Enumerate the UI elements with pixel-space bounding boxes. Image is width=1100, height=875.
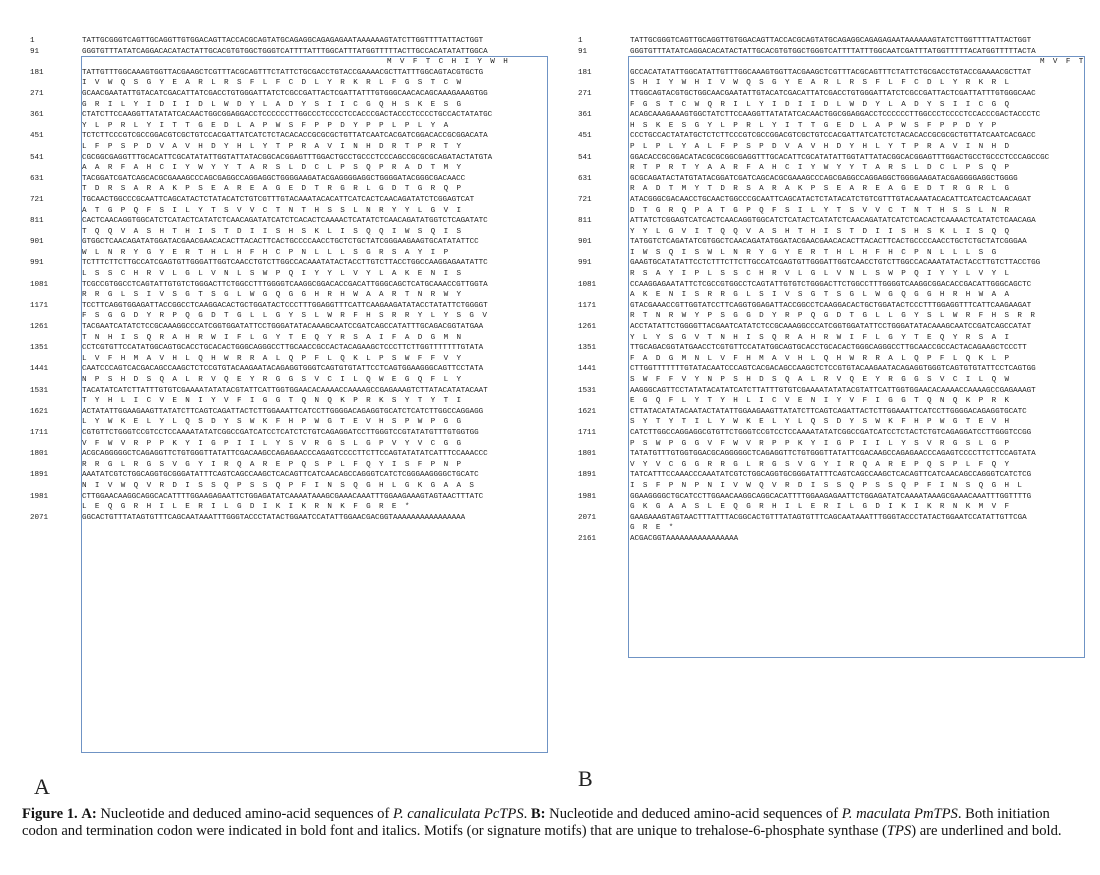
row-indent [30,333,82,344]
nucleotide-row [578,195,1088,206]
nucleotide-sequence: GGGTGTTTATATCAGGACACATACTATTGCACGTGTGGCTGGGTCATTTTATTTGGCAATCGATTTATGGTTTTTACATGGTTTTTACTA [630,47,1036,56]
amino-acid-sequence: R A D T M Y T D R S A R A K P S E A R E A G E D T R G R L G [630,185,1011,194]
position-number: 1981 [578,492,597,501]
nucleotide-row [30,110,550,121]
position-number: 1081 [30,280,49,289]
nucleotide-sequence: CATCTTGGCCAGGAGGCGTGTTCTGGGTCCGTCCTCCAAAATATATCGGCCGATCATCCTCTACTCTGTCAGAGGATCCTTGGGTCCGG [630,428,1032,437]
nucleotide-row [30,68,550,79]
amino-acid-row [30,460,550,471]
position-number: 1171 [578,301,597,310]
position-number: 451 [30,132,44,141]
nucleotide-row [578,89,1088,100]
sequence-listing-a [30,36,550,523]
nucleotide-sequence: CTATCTTCCAAGGTTATATATCACAACTGGCGGAGGACCTCCCCCCTTGGCCCTCCCCTCCACCCGACTACCCTCCCCTGCCACTATATGC [82,111,493,120]
position-number: 1621 [578,407,597,416]
amino-acid-row [578,206,1088,217]
row-indent [30,290,82,301]
position-number: 541 [578,153,592,162]
nucleotide-sequence: TATTGTTTGGCAAAGTGGTTACGAAGCTCGTTTACGCAGTTTCTATTCTGCGACCTGTACCGAAAACGCTTATTTGGCAGTACGTGCTG [82,68,484,77]
nucleotide-row [30,322,550,333]
nucleotide-sequence: TATATGTTTGTGGTGGACGCAGGGGGCTCAGAGGTTCTGTGGGTTATATTCGACAAGCCAGAGAACCCAGAGTCCCCTTCTTCCAGTATA [630,450,1036,459]
nucleotide-row [30,195,550,206]
amino-acid-sequence: A K E N I S R R G L S I V S G T S G L W G Q G G H R H W A A [630,291,1011,300]
amino-acid-row [578,142,1088,153]
panel-label-b: B [578,766,593,791]
nucleotide-row [30,216,550,227]
nucleotide-row [30,364,550,375]
amino-acid-sequence: T Q Q V A S H T H I S T D I I S H S K L I S Q Q I W S Q I S [82,227,463,236]
amino-acid-sequence: R R G L R G S V G Y I R Q A R E P Q S P L F Q Y I S F P N P [82,460,463,469]
row-indent [578,354,630,365]
amino-acid-row [30,206,550,217]
position-number: 271 [578,89,592,98]
nucleotide-sequence: GGACACCGCGGACATACGCGCGGCGAGGTTTGCACATTCGCATATATTGGTATTATACGGCACGGAGTTTGGACTGCCTGCCCTCCCAGCCGC [630,153,1050,162]
nucleotide-row [30,174,550,185]
figure-caption: Figure 1. A: Nucleotide and deduced amino-acid sequences of P. canaliculata PcTPS. B: Nucleotide and deduced amino-acid sequences of P. maculata PmTPS. Both initiation codon and termination codon were indicated in bold font and italics. Motifs (or signature motifs) that are unique to trehalose-6-phosphate synthase (TPS) are underlined and bold. [22,806,1062,839]
amino-acid-row [30,121,550,132]
nucleotide-sequence: TCTTTCTTCTTGCCATCGAGTGTTGGGATTGGTCAACCTGTCTTGGCCACAAATATACTACCTTGTCTTACCTGGCCAAGGAGAATATTC [82,259,488,268]
position-number: 91 [578,47,588,56]
position-number: 631 [30,174,44,183]
amino-acid-sequence: R S A Y I P L S S C H R V L G L V N L S W P Q I Y Y L V Y L [630,270,1011,279]
position-number: 1801 [578,450,597,459]
nucleotide-row [578,322,1088,333]
amino-acid-row [578,121,1088,132]
amino-acid-row [578,375,1088,386]
nucleotide-row [578,407,1088,418]
position-number: 361 [578,111,592,120]
nucleotide-row [30,153,550,164]
amino-acid-row [30,100,550,111]
position-number: 1 [578,37,583,45]
nucleotide-sequence: GTACGAAACCGTTGGTATCCTTCAGGTGGAGATTACCGGCCTCAAGGACACTGCTGGATACTCCCTTTGGAGGTTTCATTCAAGAAGAT [630,301,1032,310]
row-indent [30,311,82,322]
caption-a-text: Nucleotide and deduced amino-acid sequences of [100,806,390,822]
nucleotide-row [578,280,1088,291]
nucleotide-row [578,534,1088,545]
row-indent [578,333,630,344]
row-indent [30,460,82,471]
row-indent [30,396,82,407]
caption-b-text: Nucleotide and deduced amino-acid sequences of [549,806,839,822]
caption-a-label: A: [81,806,97,822]
position-number: 361 [30,111,44,120]
nucleotide-sequence: TATTGCGGGTCAGTTGCAGGTTGTGGACAGTTACCACGCAGTATGCAGAGGCAGAGAGAATAAAAAAGTATCTTGGTTTTATTACTGGT [630,37,1032,45]
amino-acid-sequence: A A R F A H C I Y W Y Y T A R S L D C L P S Q P R A D T M Y [82,164,463,173]
row-indent [578,417,630,428]
row-indent [30,227,82,238]
nucleotide-sequence: CTTATACATATACAATACTATATTGGAAGAAGTTATATCTTCAGTCAGATTACTCTTGGAAATTCATCCTTGGGGACAGAGGTGCATC [630,407,1027,416]
nucleotide-row [30,237,550,248]
nucleotide-row [578,301,1088,312]
nucleotide-row [30,301,550,312]
amino-acid-row [578,333,1088,344]
nucleotide-row [578,364,1088,375]
nucleotide-sequence: TATGGTCTCAGATATCGTGGCTCAACAGATATGGATACGAACGAACACACTTACACTTCACTGCCCCAACCTGCTCTGCTATCGGGAA [630,238,1027,247]
amino-acid-sequence: F G S T C W Q R I L Y I D I I D L W D Y L A D Y S I I C G Q [630,100,1011,109]
amino-acid-row [30,248,550,259]
nucleotide-sequence: CCAAGGAGAATATTCTCGCCGTGGCCTCAGTATTGTGTCTGGGACTTCTGGCCTTTGGGGTCAAGGCGGACACCGACATTGGGCAGCTC [630,280,1032,289]
nucleotide-row [578,110,1088,121]
position-number: 181 [30,68,44,77]
nucleotide-row [30,280,550,291]
row-indent [578,439,630,450]
row-indent [30,481,82,492]
nucleotide-sequence: GGAAGGGGCTGCATCCTTGGAACAAGGCAGGCACATTTTGGAAGAGAATTCTGGAGATATCAAAATAAAGCGAAACAAATTTGGTTTTG [630,492,1032,501]
nucleotide-row [30,386,550,397]
amino-acid-row [578,439,1088,450]
nucleotide-row [578,237,1088,248]
position-number: 1171 [30,301,49,310]
position-number: 631 [578,174,592,183]
nucleotide-sequence: GAAGTGCATATATTCCTCTTTCTTCTTGCCATCGAGTGTTGGGATTGGTCAACCTGTCTTGGCCACAAATATACTACCTTGTCTTACCTGG [630,259,1041,268]
amino-acid-sequence: L S S C H R V L G L V N L S W P Q I Y Y L V Y L A K E N I S [82,270,463,279]
nucleotide-sequence: TACGGATCGATCAGCACGCGAAAGCCCAGCGAGGCCAGGAGGCTGGGGAAGATACGAGGGGAGGCTGGGGATACGGGCGACAACC [82,174,466,183]
row-indent [578,460,630,471]
amino-acid-sequence: S Y T Y T I L Y W K E L Y L Q S D Y S W K F H P W G T E V H [630,418,1011,427]
nucleotide-sequence: TCTCTTCCCGTCGCCGGACGTCGCTGTCCACGATTATCATCTCTACACACCGCGCGCTGTTATCAATCACGATCGGACACCGCGGACATA [82,132,488,141]
position-number: 2071 [578,513,597,522]
amino-acid-sequence: F S G G D Y R P Q G D T G L L G Y S L W R F H S R R Y L Y S G V [82,312,489,321]
amino-acid-sequence: W L N R Y G Y E R T H L H F H C P N L L L S G R S A Y I P [82,248,451,257]
nucleotide-sequence: GAAGAAAGTAGTAACTTTATTTACGGCACTGTTTATAGTGTTTCAGCAATAAATTTGGGTACCCTATACTGGAATCCATATTGTTCGA [630,513,1027,522]
amino-acid-row [578,269,1088,280]
position-number: 91 [30,47,40,56]
amino-acid-sequence: H S K E S G Y L P R L Y I T T G E D L A P W S F P P D Y P [630,121,999,130]
amino-acid-sequence: I V W Q S G Y E A R L R S F L F C D L Y R K R L F G S T C W [82,79,463,88]
amino-acid-row [30,184,550,195]
nucleotide-sequence: ATACGGGCGACAACCTGCAACTGGCCCGCAATTCAGCATACTCTATACATCTGTCGTTTGTACAAATACACATTCATCACTCAACAGAT [630,195,1032,204]
amino-acid-sequence: I S F P N P N I V W Q V R D I S S Q P S S Q P F I N S Q G H L [630,481,1024,490]
nucleotide-row [578,47,1088,58]
position-number: 181 [578,68,592,77]
position-number: 1621 [30,407,49,416]
nucleotide-sequence: GCCACATATATTGGCATATTGTTTGGCAAAGTGGTTACGAAGCTCGTTTACGCAGTTTCTATTCTGCGACCTGTACCGAAAACGCTTAT [630,68,1032,77]
nucleotide-row [30,343,550,354]
nucleotide-row [30,492,550,503]
row-indent [578,481,630,492]
row-indent [578,184,630,195]
position-number: 901 [30,238,44,247]
nucleotide-row [30,258,550,269]
row-indent [578,206,630,217]
caption-b-label: B: [530,806,546,822]
amino-acid-sequence: F A D G M N L V F H M A V H L Q H W R R A L Q P F L Q K L P [630,354,1011,363]
nucleotide-sequence: CAATCCCAGTCACGACAGCCAAGCTCTCCGTGTACAAGAATACAGAGGTGGGTCAGTGTGTATTCCTCAGTGGAAGGGCAGTTCCTATA [82,365,484,374]
row-indent [578,375,630,386]
amino-acid-sequence: G R E * [630,524,676,533]
amino-acid-sequence: D T G R Q P A T G P Q F S I L Y T S V V C T N T H S S L N R [630,206,1011,215]
position-number: 811 [578,217,592,226]
amino-acid-sequence: A T G P Q F S I L Y T S V V C T N T H S S L N R Y Y L G V I [82,206,463,215]
amino-acid-row [578,354,1088,365]
row-indent [578,163,630,174]
nucleotide-sequence: CCTCGTGTTCCATATGGCAGTGCACCTGCACACTGGGCAGGGCCTTGCAACCGCCACTACAGAAGCTCCCTTCTTGGTTTTTTTGTATA [82,344,484,353]
amino-acid-sequence: S H I Y W H I V W Q S G Y E A R L R S F L F C D L Y R K R L [630,79,1011,88]
nucleotide-sequence: CGTGTTCTGGGTCCGTCCTCCAAAATATATCGGCCGATCATCCTCATCTCTGTCAGAGGATCCTTGGGTCCGTATATGTTTGTGGTGG [82,428,479,437]
position-number: 901 [578,238,592,247]
nucleotide-row [578,216,1088,227]
caption-rest-1: Both initiation codon and termination codon were indicated in bold font and italics. Motifs (or signature motifs) that are unique to trehalose-6-phosphate synthase ( [22,806,1050,839]
nucleotide-sequence: ACCTATATTCTGGGGTTACGAATCATATCTCCGCAAAGGCCCATCGGTGGATATTCCTGGGATATACAAAGCAATCCGATCAGCCATAT [630,323,1032,332]
nucleotide-row [578,428,1088,439]
position-number: 991 [578,259,592,268]
amino-acid-row [578,100,1088,111]
amino-acid-sequence: L Y W K E L Y L Q S D Y S W K F H P W G T E V H S P W P G G [82,418,463,427]
nucleotide-sequence: ACTATATTGGAAGAAGTTATATCTTCAGTCAGATTACTCTTGGAAATTCATCCTTGGGGACAGAGGTGCATCTCATCTTGGCCAGGAGG [82,407,484,416]
position-number: 1441 [30,365,49,374]
amino-acid-sequence: R T N R W Y P S G G D Y R P Q G D T G L L G Y S L W R F H S R R [630,312,1037,321]
nucleotide-row [578,492,1088,503]
row-indent [30,121,82,132]
amino-acid-row [30,354,550,365]
nucleotide-sequence: AAATATCGTCTGGCAGGTGCGGGATATTTCAGTCAGCCAAGCTCACAGTTCATCAACAGCCAGGGTCATCTCGGGAAGGGGCTGCATC [82,471,479,480]
amino-acid-sequence: R R G L S I V S G T S G L W G Q G G H R H W A A R T N R W Y [82,291,463,300]
amino-acid-sequence: N P S H D S Q A L R V Q E Y R G G S V C I L Q W E G Q F L Y [82,376,463,384]
position-number: 1981 [30,492,49,501]
amino-acid-row [578,248,1088,259]
nucleotide-sequence: CTTGGTTTTTTTGTATACAATCCCAGTCACGACAGCCAAGCTCTCCGTGTACAAGAATACAGAGGTGGGTCAGTGTGTATTCCTCAGTGG [630,365,1036,374]
nucleotide-row [578,153,1088,164]
nucleotide-row [30,407,550,418]
nucleotide-sequence: TCGCCGTGGCCTCAGTATTGTGTCTGGGACTTCTGGCCTTTGGGGTCAAGGCGGACACCGACATTGGGCAGCTCATGCAAACCGTTGGTA [82,280,488,289]
row-indent [578,227,630,238]
row-indent [578,269,630,280]
amino-acid-row [578,184,1088,195]
nucleotide-sequence: TGCAACTGGCCCGCAATTCAGCATACTCTATACATCTGTCGTTTGTACAAATACACATTCATCACTCAACAGATATCTCGGAGTCAT [82,195,475,204]
amino-acid-row [578,163,1088,174]
nucleotide-row [30,470,550,481]
row-indent [30,354,82,365]
row-indent [30,142,82,153]
amino-acid-sequence: Y Y L G V I T Q Q V A S H T H I S T D I I S H S K L I S Q Q [630,227,1011,236]
amino-acid-sequence: T D R S A R A K P S E A R E A G E D T R G R L G D T G R Q P [82,185,463,194]
nucleotide-row [578,36,1088,47]
nucleotide-row [578,258,1088,269]
position-number: 1351 [30,344,49,353]
position-number: 541 [30,153,44,162]
amino-acid-row [578,57,1088,68]
position-number: 1351 [578,344,597,353]
nucleotide-sequence: TATCATTTCCAAACCCAAATATCGTCTGGCAGGTGCGGGATATTTCAGTCAGCCAAGCTCACAGTTCATCAACAGCCAGGGTCATCTCG [630,471,1032,480]
nucleotide-sequence: TACATATCATCTTATTTGTGTCGAAAATATATACGTATTCATTGGTGGAACACAAAACCAAAAGCCGAGAAAGTCTTATACATATACAAT [82,386,488,395]
amino-acid-row [30,78,550,89]
nucleotide-sequence: GGCACTGTTTATAGTGTTTCAGCAATAAATTTGGGTACCCTATACTGGAATCCATATTGGAACGACGGTAAAAAAAAAAAAAAAA [82,513,466,522]
row-indent [578,396,630,407]
caption-figure-number: Figure 1. [22,806,78,822]
row-indent [30,100,82,111]
position-number: 271 [30,89,44,98]
amino-acid-row [30,439,550,450]
sequence-listing-b [578,36,1088,545]
sequence-panel-b [578,36,1088,545]
amino-acid-row [578,290,1088,301]
nucleotide-row [578,68,1088,79]
position-number: 1531 [30,386,49,395]
amino-acid-sequence: P S W P G G V F W V R P P K Y I G P I I L Y S V R G S L G P [630,439,1011,448]
amino-acid-row [30,227,550,238]
amino-acid-row [30,333,550,344]
row-indent [578,57,630,68]
nucleotide-row [578,174,1088,185]
row-indent [30,502,82,513]
row-indent [578,78,630,89]
position-number: 2161 [578,534,597,543]
nucleotide-sequence: CGCGGCGAGGTTTGCACATTCGCATATATTGGTATTATACGGCACGGAGTTTGGACTGCCTGCCCTCCCAGCCGCGCGCAGATACTATGTA [82,153,493,162]
amino-acid-row [30,311,550,322]
nucleotide-row [30,47,550,58]
amino-acid-row [30,417,550,428]
nucleotide-row [578,449,1088,460]
nucleotide-row [30,131,550,142]
nucleotide-row [578,470,1088,481]
amino-acid-row [30,502,550,513]
amino-acid-sequence: M V F T [1040,58,1086,67]
position-number: 1711 [30,428,49,437]
amino-acid-row [578,481,1088,492]
row-indent [30,57,82,68]
amino-acid-row [30,396,550,407]
row-indent [578,523,630,534]
nucleotide-sequence: GTGGCTCAACAGATATGGATACGAACGAACACACTTACACTTCACTGCCCCAACCTGCTCTGCTATCGGGAAGAAGTGCATATATTCC [82,238,479,247]
row-indent [578,142,630,153]
amino-acid-sequence: N I V W Q V R D I S S Q P S S Q P F I N S Q G H L G K G A A S [82,481,476,490]
amino-acid-sequence: P L P L Y A L F P S P D V A V H D Y H L Y T P R A V I N H D [630,142,1011,151]
position-number: 1801 [30,450,49,459]
nucleotide-sequence: CACTCAACAGGTGGCATCTCATACTCATATCTCAACAGATATCATCTCACACTCAAAACTCATATCTCAACAGATATGGTCTCAGATATC [82,217,488,226]
row-indent [578,248,630,259]
amino-acid-sequence: R T P R T Y A A R F A H C I Y W Y Y T A R S L D C L P S Q P [630,164,1011,173]
amino-acid-sequence: L E Q G R H I L E R I L G D I K I K R N K F G R E * [82,503,412,512]
position-number: 1441 [578,365,597,374]
nucleotide-sequence: TTGCAGACGGTATGAACCTCGTGTTCCATATGGCAGTGCACCTGCACACTGGGCAGGGCCTTGCAACCGCCACTACAGAAGCTCCCTT [630,344,1027,353]
position-number: 1261 [578,323,597,332]
amino-acid-sequence: G K G A A S L E Q G R H I L E R I L G D I K I K R N K M V F [630,503,1011,512]
caption-b-species: P. maculata PmTPS [841,806,958,822]
amino-acid-sequence: T N H I S Q R A H R W I F L G Y T E Q Y R S A I F A D G M N [82,333,463,342]
amino-acid-sequence: S W F F V Y N P S H D S Q A L R V Q E Y R G G S V C I L Q W [630,376,1011,384]
position-number: 1531 [578,386,597,395]
nucleotide-row [578,513,1088,524]
row-indent [30,78,82,89]
row-indent [30,375,82,386]
amino-acid-sequence: G R I L Y I D I I D L W D Y L A D Y S I I C G Q H S K E S G [82,100,463,109]
amino-acid-sequence: I W S Q I S W L N R Y G Y E R T H L H F H C P N L L L S G [630,248,999,257]
nucleotide-row [30,89,550,100]
position-number: 1081 [578,280,597,289]
caption-tps: TPS [886,823,912,839]
nucleotide-row [30,36,550,47]
amino-acid-sequence: E G Q F L Y T Y H L I C V E N I Y V F I G G T Q N Q K P R K [630,397,1011,406]
nucleotide-row [578,386,1088,397]
nucleotide-sequence: ACGACGGTAAAAAAAAAAAAAAAA [630,534,739,543]
amino-acid-sequence: T Y H L I C V E N I Y V F I G G T Q N Q K P R K S Y T Y T I [82,397,463,406]
caption-rest-2: ) are underlined and bold. [911,823,1062,839]
position-number: 721 [578,195,592,204]
nucleotide-sequence: ACGCAGGGGGCTCAGAGGTTCTGTGGGTTATATTCGACAAGCCAGAGAACCCAGAGTCCCCTTCTTCCAGTATATATCATTTCCAAACCC [82,450,488,459]
row-indent [578,121,630,132]
amino-acid-sequence: V Y V C G G R R G L R G S V G Y I R Q A R E P Q S P L F Q Y [630,460,1011,469]
row-indent [578,311,630,322]
nucleotide-sequence: GGGTGTTTATATCAGGACACATACTATTGCACGTGTGGCTGGGTCATTTTATTTGGCATTTATGGTTTTTACTTGCCACATATATTGGCA [82,47,488,56]
amino-acid-row [30,375,550,386]
nucleotide-sequence: GCAACGAATATTGTACATCGACATTATCGACCTGTGGGATTATCTCGCCGATTACTCGATTATTTGTGGGCAACACAGCAAAGAAAGTGG [82,89,488,98]
amino-acid-row [578,227,1088,238]
position-number: 1 [30,37,35,45]
amino-acid-sequence: L V F H M A V H L Q H W R R A L Q P F L Q K L P S W F F V Y [82,354,463,363]
nucleotide-sequence: CCCTGCCACTATATGCTCTCTTCCCGTCGCCGGACGTCGCTGTCCACGATTATCATCTCTACACACCGCGCGCTGTTATCAATCACGACC [630,132,1036,141]
position-number: 1711 [578,428,597,437]
amino-acid-row [578,523,1088,534]
amino-acid-sequence: Y L Y S G V T N H I S Q R A H R W I F L G Y T E Q Y R S A I [630,333,1011,342]
nucleotide-row [30,449,550,460]
caption-a-species: P. canaliculata PcTPS [392,806,524,822]
amino-acid-sequence: Y L P R L Y I T T G E D L A P W S F P P D Y P P L P L Y A [82,121,451,130]
nucleotide-sequence: ACAGCAAAGAAAGTGGCTATCTTCCAAGGTTATATATCACAACTGGCGGAGGACCTCCCCCCTTGGCCCTCCCCTCCACCCGACTACCCTC [630,111,1041,120]
amino-acid-row [30,269,550,280]
row-indent [30,439,82,450]
nucleotide-sequence: TTGGCAGTACGTGCTGGCAACGAATATTGTACATCGACATTATCGACCTGTGGGATTATCTCGCCGATTACTCGATTATTTGTGGGCAAC [630,89,1036,98]
position-number: 451 [578,132,592,141]
amino-acid-row [578,502,1088,513]
position-number: 991 [30,259,44,268]
nucleotide-sequence: TATTGCGGGTCAGTTGCAGGTTGTGGACAGTTACCACGCAGTATGCAGAGGCAGAGAGAATAAAAAAGTATCTTGGTTTTATTACTGGT [82,37,484,45]
amino-acid-row [578,460,1088,471]
amino-acid-sequence: L F P S P D V A V H D Y H L Y T P R A V I N H D R T P R T Y [82,142,463,151]
amino-acid-row [30,57,550,68]
row-indent [30,417,82,428]
position-number: 1891 [578,471,597,480]
nucleotide-sequence: TACGAATCATATCTCCGCAAAGGCCCATCGGTGGATATTCCTGGGATATACAAAGCAATCCGATCAGCCATATTTGCAGACGGTATGAA [82,323,484,332]
nucleotide-sequence: TCCTTCAGGTGGAGATTACCGGCCTCAAGGACACTGCTGGATACTCCCTTTGGAGGTTTCATTCAAGAAGATATACCTATATTCTGGGGT [82,301,488,310]
nucleotide-sequence: CTTGGAACAAGGCAGGCACATTTTGGAAGAGAATTCTGGAGATATCAAAATAAAGCGAAACAAATTTGGAAGAAAGTAGTAACTTTATC [82,492,484,501]
nucleotide-row [30,428,550,439]
row-indent [30,206,82,217]
amino-acid-row [578,396,1088,407]
position-number: 811 [30,217,44,226]
row-indent [578,100,630,111]
position-number: 1891 [30,471,49,480]
amino-acid-row [30,290,550,301]
amino-acid-row [30,481,550,492]
amino-acid-row [578,417,1088,428]
nucleotide-row [578,131,1088,142]
panel-label-a: A [34,774,50,799]
nucleotide-row [30,513,550,524]
position-number: 721 [30,195,44,204]
position-number: 2071 [30,513,49,522]
position-number: 1261 [30,323,49,332]
row-indent [30,248,82,259]
nucleotide-sequence: GCGCAGATACTATGTATACGGATCGATCAGCACGCGAAAGCCCAGCGAGGCCAGGAGGCTGGGGAAGATACGAGGGGAGGCTGGGG [630,174,1018,183]
sequence-panel-a [30,36,550,523]
nucleotide-row [578,343,1088,354]
amino-acid-row [30,163,550,174]
row-indent [578,290,630,301]
amino-acid-sequence: V F W V R P P K Y I G P I I L Y S V R G S L G P V Y V C G G [82,439,463,448]
amino-acid-row [578,78,1088,89]
row-indent [578,502,630,513]
amino-acid-sequence: M V F T C H I Y W H [387,58,510,67]
amino-acid-row [578,311,1088,322]
row-indent [30,184,82,195]
row-indent [30,269,82,280]
nucleotide-sequence: AAGGGCAGTTCCTATATACATATCATCTTATTTGTGTCGAAAATATATACGTATTCATTGGTGGAACACAAAACCAAAAGCCGAGAAAGT [630,386,1036,395]
row-indent [30,163,82,174]
nucleotide-sequence: ATTATCTCGGAGTCATCACTCAACAGGTGGCATCTCATACTCATATCTCAACAGATATCATCTCACACTCAAAACTCATATCTCAACAGA [630,217,1036,226]
amino-acid-row [30,142,550,153]
